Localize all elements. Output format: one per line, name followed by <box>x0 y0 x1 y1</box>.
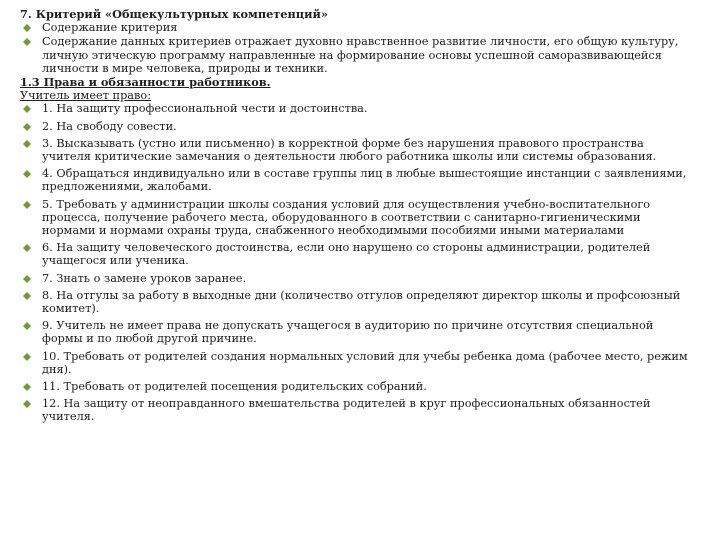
list-item <box>20 21 692 34</box>
diamond-bullet-icon <box>23 275 31 283</box>
diamond-bullet-icon <box>23 322 31 330</box>
list-item <box>20 35 692 75</box>
diamond-bullet-icon <box>23 105 31 113</box>
list-item-text: 11. Требовать от родителей посещения родительских собраний. <box>42 380 427 394</box>
list-item-text: Содержание критерия <box>42 21 178 35</box>
list-item-text: 7. Знать о замене уроков заранее. <box>42 271 247 285</box>
diamond-bullet-icon <box>23 38 31 46</box>
list-item <box>20 120 692 133</box>
diamond-bullet-icon <box>23 400 31 408</box>
list-item-text: 8. На отгулы за работу в выходные дни (количество отгулов определяют директор школы и профсоюзный комитет). <box>42 288 681 316</box>
diamond-bullet-icon <box>23 383 31 391</box>
list-item <box>20 272 692 285</box>
list-item <box>20 350 692 376</box>
list-item-text: 9. Учитель не имеет права не допускать учащегося в аудиторию по причине отсутствия специальной формы и по любой другой причине. <box>42 319 654 346</box>
list-item <box>20 289 692 315</box>
list-item-text: 4. Обращаться индивидуально или в составе группы лиц в любые вышестоящие инстанции с заявлениями, предложениями, жалобами. <box>42 167 687 194</box>
list-item <box>20 319 692 345</box>
diamond-bullet-icon <box>23 244 31 252</box>
list-item-text: Содержание данных критериев отражает духовно нравственное развитие личности, его общую культуру, личную этическую программу направленные на формирование основы успешной саморазвивающейся личности в мире человека, природы и техники. <box>42 35 679 75</box>
diamond-bullet-icon <box>23 24 31 32</box>
list-item <box>20 198 692 238</box>
section-1-3-title: 1.3 Права и обязанности работников. <box>20 75 271 90</box>
slide-content <box>20 8 692 428</box>
section-1-3-subtitle: Учитель имеет право: <box>20 89 152 103</box>
section-7-list <box>20 21 692 75</box>
list-item <box>20 241 692 267</box>
rights-list <box>20 102 692 423</box>
list-item <box>20 397 692 423</box>
list-item-text: 3. Высказывать (устно или письменно) в корректной форме без нарушения правового пространства учителя критические замечания о деятельности любого работника школы или системы образования. <box>42 136 657 164</box>
diamond-bullet-icon <box>23 170 31 178</box>
diamond-bullet-icon <box>23 353 31 361</box>
list-item <box>20 380 692 393</box>
diamond-bullet-icon <box>23 140 31 148</box>
list-item <box>20 137 692 163</box>
list-item <box>20 102 692 115</box>
section-7-title: 7. Критерий «Общекультурных компетенций» <box>20 7 328 21</box>
list-item-text: 12. На защиту от неоправданного вмешательства родителей в круг профессиональных обязанностей учителя. <box>42 397 651 424</box>
diamond-bullet-icon <box>23 201 31 209</box>
list-item-text: 10. Требовать от родителей создания нормальных условий для учебы ребенка дома (рабочее место, режим дня). <box>42 349 688 376</box>
list-item-text: 1. На защиту профессиональной чести и достоинства. <box>42 102 368 116</box>
diamond-bullet-icon <box>23 292 31 300</box>
diamond-bullet-icon <box>23 123 31 131</box>
list-item-text: 5. Требовать у администрации школы создания условий для осуществления учебно-воспитательного процесса, получение рабочего места, оборудованного в соответствии с санитарно-гигиеническими нормами и нормами охраны труда, снабженного необходимыми пособиями иными материалами <box>42 197 651 238</box>
list-item <box>20 167 692 193</box>
list-item-text: 6. На защиту человеческого достоинства, если оно нарушено со стороны администрации, родителей учащегося или ученика. <box>42 241 651 268</box>
list-item-text: 2. На свободу совести. <box>42 119 177 133</box>
